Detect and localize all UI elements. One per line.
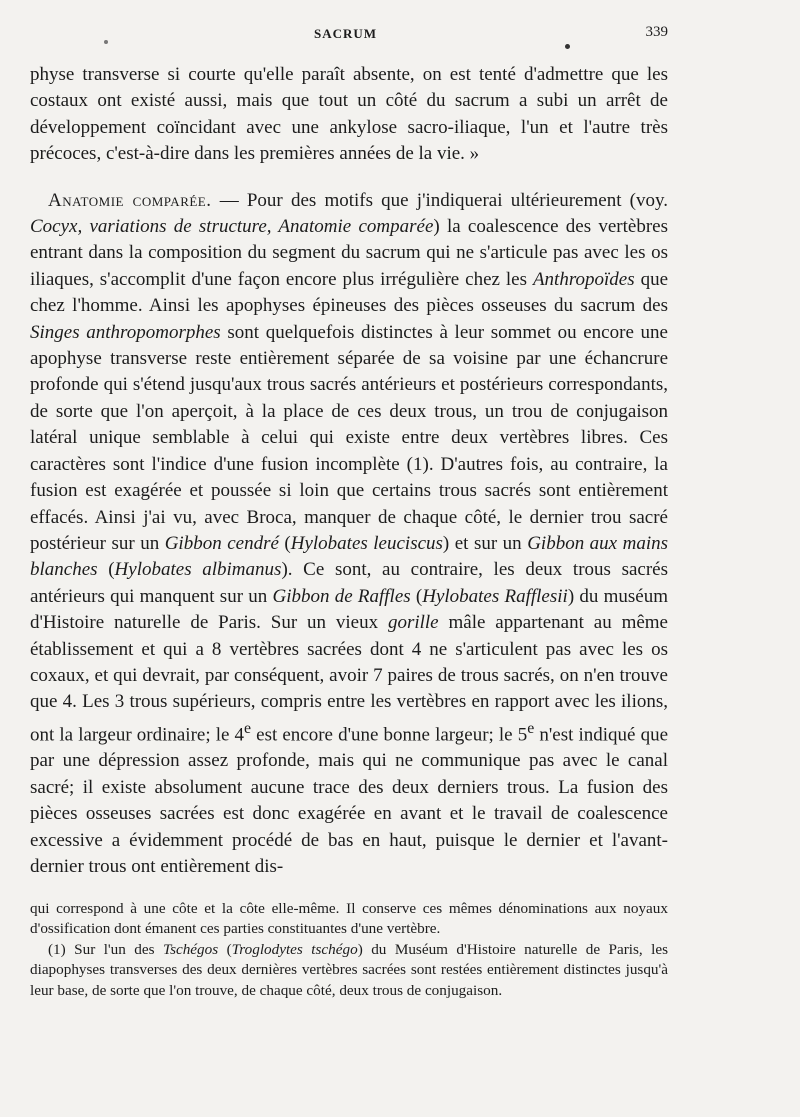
- text-run: ). Ce sont, au contraire, les deux trous sacrés antérieurs qui manquent sur un: [30, 559, 669, 607]
- text-run: que chez l'homme. Ainsi les apophyses épineuses des pièces osseuses du sacrum des: [30, 268, 669, 317]
- italic-run: Hylobates leuciscus: [290, 532, 443, 554]
- text-run: ) du muséum d'Histoire naturelle de Paris. Sur un vieux: [30, 585, 669, 634]
- text-run: (: [278, 532, 291, 554]
- paragraph-anatomie-comparee: [30, 188, 668, 881]
- italic-run: Tschégos: [163, 940, 219, 958]
- text-run: mâle appartenant au même établissement et qui a 8 vertèbres sacrées dont 4 ne s'articulent pas avec les os coxaux, et qui devrait, par conséquent, avoir 7 paires de trous sacrés, on n'en trouve que 4. Les 3 trous supérieurs, compris entre les vertèbres en rapport avec les ilions, ont la largeur ordinaire; le 4: [30, 612, 668, 746]
- running-head: [30, 20, 668, 48]
- italic-run: Gibbon de Raffles: [272, 585, 411, 607]
- italic-run: Gibbon cendré: [164, 532, 279, 554]
- text-run: — Pour des motifs que j'indiquerai ultérieurement (voy.: [211, 189, 669, 211]
- text-run: ) la coalescence des vertèbres entrant dans la composition du segment du sacrum qui ne s'articule pas avec les os iliaques, s'accomplit d'une façon encore plus irrégulière chez les: [30, 216, 668, 290]
- text-run: (: [218, 940, 232, 958]
- italic-run: Gibbon aux mains blanches: [30, 532, 669, 581]
- italic-run: gorille: [387, 612, 439, 634]
- paragraph-continuation: physe transverse si courte qu'elle paraît absente, on est tenté d'admettre que les costaux ont existé aussi, mais que tout un côté du sacrum a subi un arrêt de développement coïncidant avec une ankylose sacro-iliaque, l'un et l'autre très précoces, c'est-à-dire dans les premières années de la vie. »: [30, 64, 668, 165]
- page-number: 339: [645, 24, 668, 40]
- text-run: n'est indiqué que par une dépression assez profonde, mais qui ne communique pas avec le canal sacré; il existe absolument aucune trace des deux derniers trous. La fusion des pièces osseuses sacrées est donc exagérée en avant et le travail de coalescence excessive a évidemment procédé de bas en haut, puisque le dernier et l'avant-dernier trous ont entièrement dis-: [30, 724, 669, 878]
- text-run: sont quelquefois distinctes à leur sommet ou encore une apophyse transverse reste entièrement séparée de sa voisine par une échancrure profonde qui s'étend jusqu'aux trous sacrés antérieurs et postérieurs correspondants, de sorte que l'on aperçoit, à la place de ces deux trous, un trou de conjugaison latéral unique semblable à celui qui existe entre deux vertèbres libres. Ces caractères sont l'indice d'une fusion incomplète (1). D'autres fois, au contraire, la fusion est exagérée et poussée si loin que certains trous sacrés sont entièrement effacés. Ainsi j'ai vu, avec Broca, manquer de chaque côté, le dernier trou sacré postérieur sur un: [30, 321, 668, 554]
- italic-run: Anthropoïdes: [532, 268, 635, 290]
- italic-run: Hylobates Rafflesii: [422, 585, 568, 607]
- footnote-1: [30, 940, 668, 1002]
- text-run: ) et sur un: [442, 532, 528, 554]
- footnote-marker: (1): [48, 940, 66, 958]
- running-title: SACRUM: [314, 26, 378, 41]
- section-heading: Anatomie comparée.: [48, 189, 212, 211]
- italic-run: Cocyx, variations de structure, Anatomie comparée: [30, 216, 434, 238]
- superscript: e: [244, 719, 252, 737]
- superscript: e: [527, 719, 535, 737]
- text-run: est encore d'une bonne largeur; le 5: [251, 724, 528, 746]
- italic-run: Troglodytes tschégo: [231, 940, 358, 958]
- page: [30, 20, 668, 1001]
- italic-run: Hylobates albimanus: [114, 559, 282, 581]
- text-run: Sur l'un des: [65, 940, 164, 958]
- text-run: (: [97, 559, 115, 581]
- italic-run: Singes anthropomorphes: [30, 321, 221, 343]
- footnotes: [30, 899, 668, 1002]
- footnote-continuation: qui correspond à une côte et la côte elle-même. Il conserve ces mêmes dénominations aux noyaux d'ossification dont émanent ces parties constituantes d'une vertèbre.: [30, 899, 668, 938]
- text-run: ) du Muséum d'Histoire naturelle de Paris, les diapophyses transverses des deux dernières vertèbres sacrées sont restées entièrement distinctes jusqu'à leur base, de sorte que l'on trouve, de chaque côté, deux trous de conjugaison.: [30, 940, 668, 999]
- main-text: [30, 62, 668, 881]
- text-run: (: [410, 585, 423, 607]
